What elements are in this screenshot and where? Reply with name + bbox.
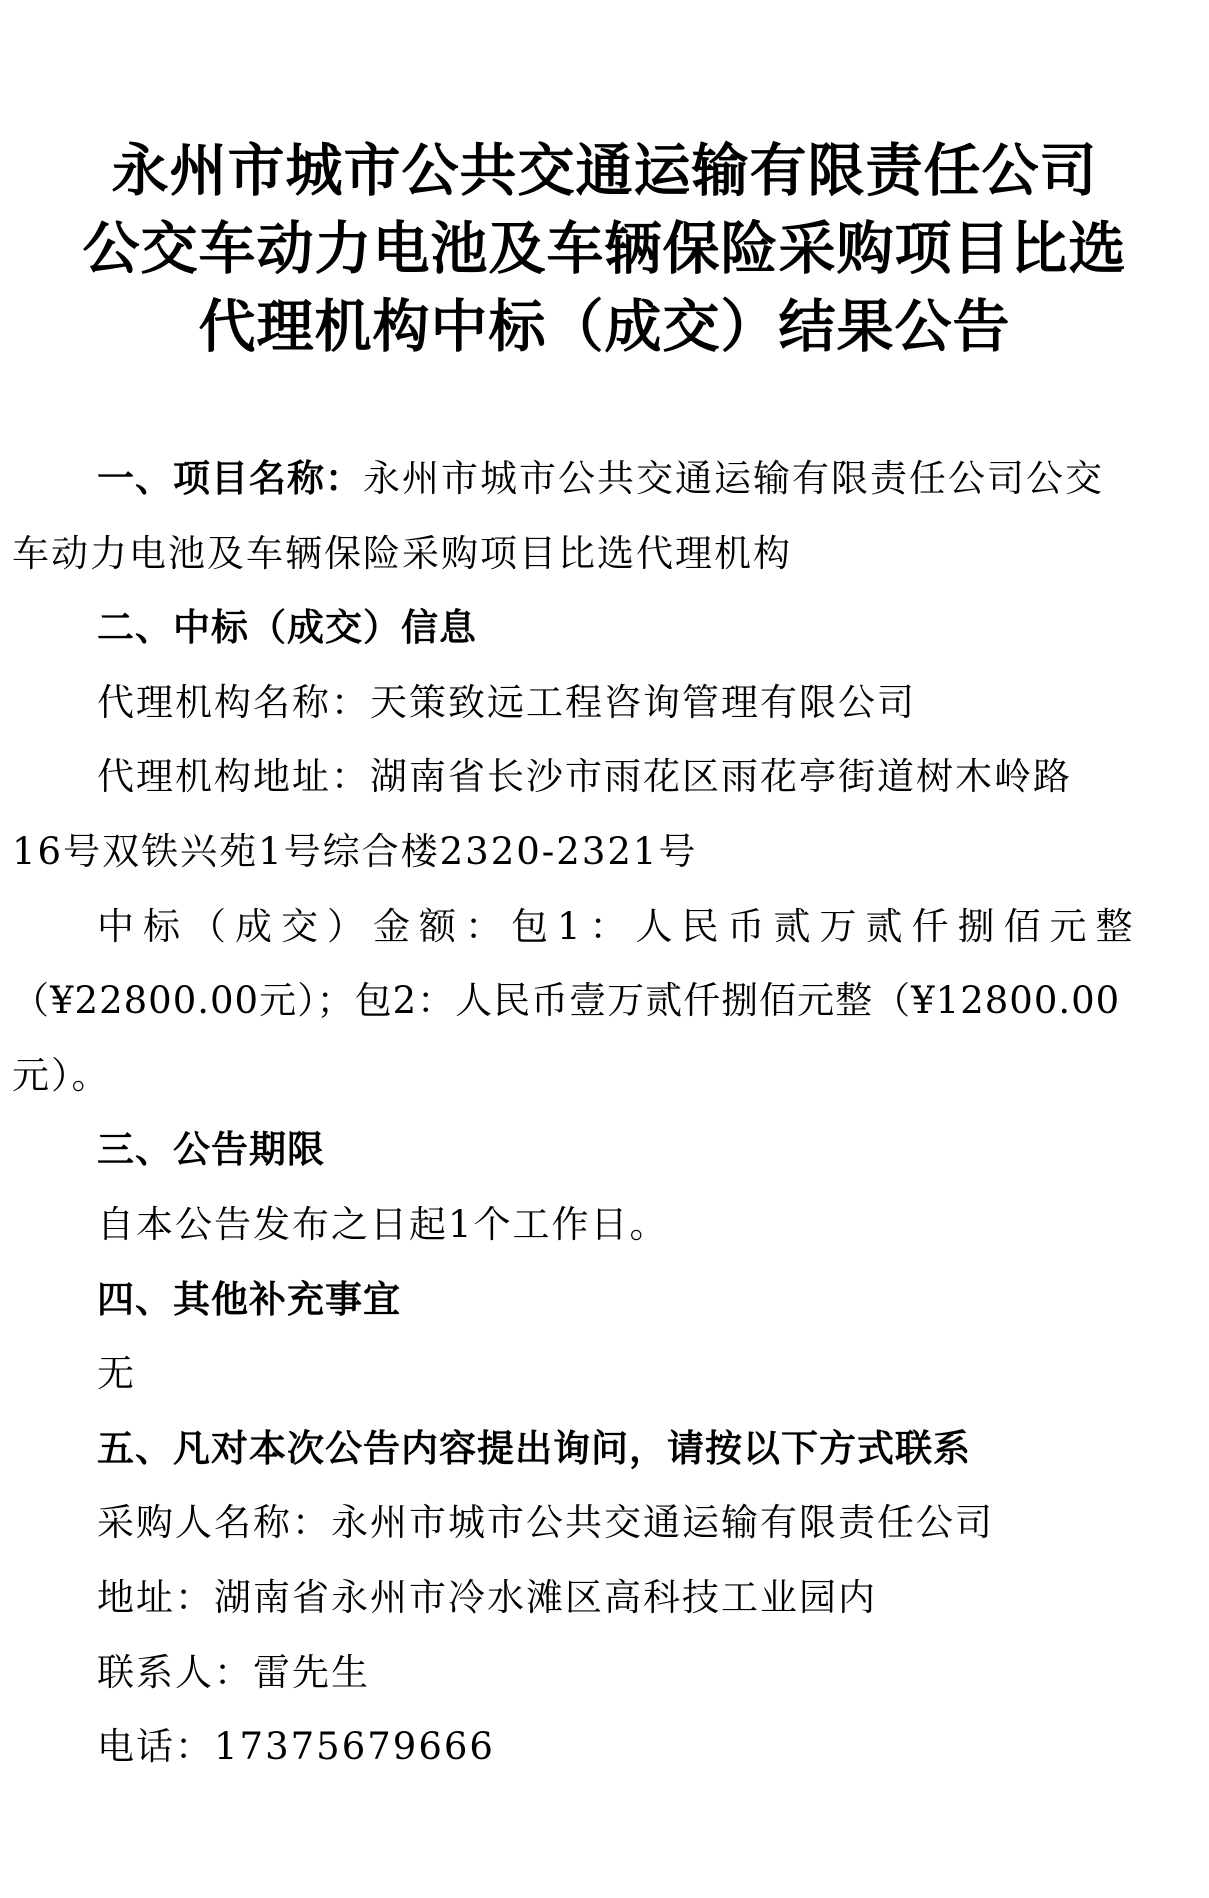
purchaser-name: 采购人名称：永州市城市公共交通运输有限责任公司 <box>97 1501 994 1545</box>
contact-phone: 电话：17375679666 <box>97 1725 495 1769</box>
bid-amount-1: 中标（成交）金额：包1：人民币贰万贰仟捌佰元整 <box>97 904 1142 948</box>
section-4-heading: 四、其他补充事宜 <box>97 1277 401 1321</box>
project-name-text-1: 永州市城市公共交通运输有限责任公司公交 <box>363 457 1104 500</box>
section-1-heading: 一、项目名称： <box>97 457 363 500</box>
title-line-1: 永州市城市公共交通运输有限责任公司 <box>111 138 1098 204</box>
section-5-heading: 五、凡对本次公告内容提出询问，请按以下方式联系 <box>97 1426 971 1470</box>
document-title <box>0 132 1209 366</box>
bid-amount-3: 元）。 <box>12 1053 111 1097</box>
section-1-project-name <box>12 442 1192 517</box>
announcement-period-text: 自本公告发布之日起1个工作日。 <box>97 1202 669 1246</box>
bid-amount-2: （¥22800.00元）；包2：人民币壹万贰仟捌佰元整（¥12800.00 <box>12 979 1121 1023</box>
title-line-3: 代理机构中标（成交）结果公告 <box>198 294 1011 360</box>
section-3-heading: 三、公告期限 <box>97 1128 325 1172</box>
agency-address-2: 16号双铁兴苑1号综合楼2320-2321号 <box>12 829 698 873</box>
title-line-2: 公交车动力电池及车辆保险采购项目比选 <box>82 216 1127 282</box>
purchaser-address: 地址：湖南省永州市冷水滩区高科技工业园内 <box>97 1575 877 1619</box>
other-matters-text: 无 <box>97 1352 136 1396</box>
section-2-heading: 二、中标（成交）信息 <box>97 606 477 650</box>
contact-person: 联系人：雷先生 <box>97 1650 370 1694</box>
agency-name: 代理机构名称：天策致远工程咨询管理有限公司 <box>97 680 916 724</box>
agency-address-1: 代理机构地址：湖南省长沙市雨花区雨花亭街道树木岭路 <box>97 755 1072 799</box>
document-body <box>12 442 1192 1785</box>
project-name-text-2: 车动力电池及车辆保险采购项目比选代理机构 <box>12 531 792 575</box>
